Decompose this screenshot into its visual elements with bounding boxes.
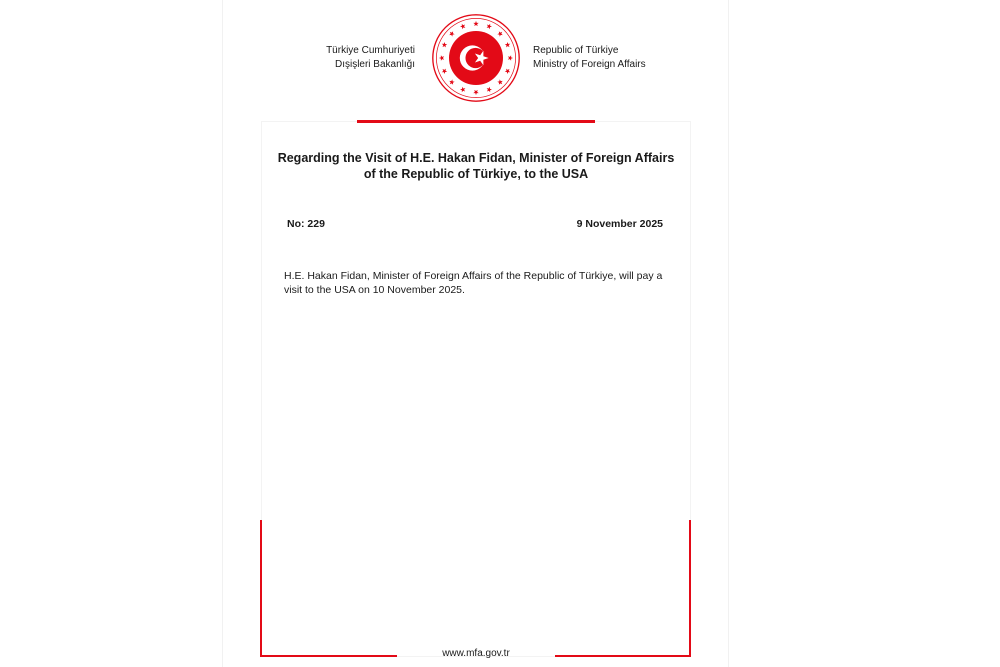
title-line2: of the Republic of Türkiye, to the USA (363, 167, 589, 181)
ministry-en-line2: Ministry of Foreign Affairs (533, 59, 646, 70)
title-line1: Regarding the Visit of H.E. Hakan Fidan, Minister of Foreign Affairs (277, 151, 675, 165)
emblem-star-icon (505, 42, 510, 47)
emblem-star-icon (442, 69, 447, 74)
emblem-star-icon (497, 79, 502, 84)
emblem-star-icon (487, 24, 492, 29)
emblem-star-icon (505, 69, 510, 74)
emblem-icon (431, 13, 521, 103)
emblem-star-icon (460, 24, 465, 29)
bottom-left-red-rule (260, 655, 397, 657)
emblem-star-icon (508, 55, 513, 60)
document-number: No: 229 (287, 218, 325, 230)
emblem-star-icon (473, 90, 478, 95)
emblem-star-icon (449, 79, 454, 84)
document-date: 9 November 2025 (576, 218, 663, 230)
document-frame (261, 121, 691, 657)
bottom-right-red-rule (555, 655, 691, 657)
left-red-corner (260, 520, 262, 657)
footer-website-link[interactable]: www.mfa.gov.tr (442, 648, 510, 659)
ministry-tr-line2: Dışişleri Bakanlığı (334, 59, 415, 70)
document-body: H.E. Hakan Fidan, Minister of Foreign Affairs of the Republic of Türkiye, will pay a visit to the USA on 10 November 2025. (284, 270, 663, 296)
emblem-star-icon (442, 42, 447, 47)
emblem-star-icon (439, 55, 444, 60)
emblem-star-icon (449, 31, 454, 36)
top-red-rule (357, 120, 595, 123)
emblem-star-icon (487, 87, 492, 92)
emblem-star-icon (473, 21, 478, 26)
document-title (262, 150, 690, 182)
emblem-star-icon (497, 31, 502, 36)
ministry-tr-line1: Türkiye Cumhuriyeti (326, 45, 415, 56)
ministry-name-turkish (300, 44, 415, 72)
ministry-name-english (533, 44, 673, 72)
emblem-star-icon (460, 87, 465, 92)
ministry-en-line1: Republic of Türkiye (533, 45, 619, 56)
right-red-corner (689, 520, 691, 657)
